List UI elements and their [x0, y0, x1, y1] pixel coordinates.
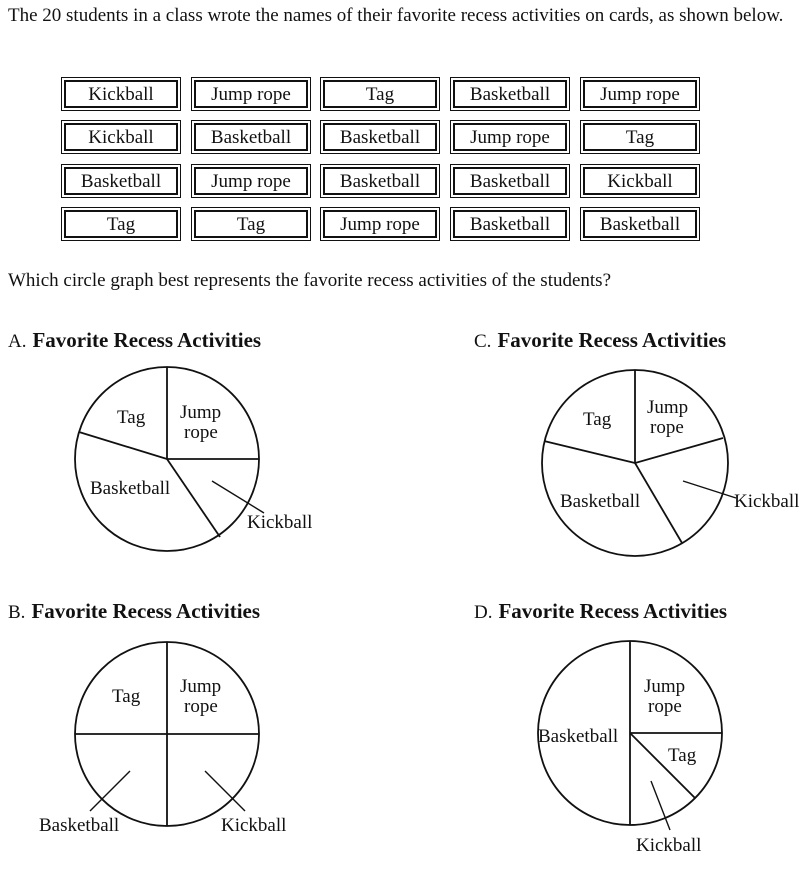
card: Kickball	[64, 80, 178, 108]
card: Tag	[323, 80, 437, 108]
card: Tag	[194, 210, 308, 238]
card: Basketball	[583, 210, 697, 238]
card: Kickball	[583, 167, 697, 195]
slice-label-rope: rope	[184, 696, 218, 717]
card: Tag	[583, 123, 697, 151]
slice-label-jump: Jump	[647, 397, 689, 418]
slice-label-kickball: Kickball	[636, 835, 702, 856]
card: Basketball	[323, 167, 437, 195]
card: Kickball	[64, 123, 178, 151]
option-c-pie-chart	[530, 355, 810, 565]
slice-label-basketball: Basketball	[560, 491, 641, 512]
slice-label-tag: Tag	[112, 686, 141, 707]
intro-text: The 20 students in a class wrote the names of their favorite recess activities on cards, as shown below.	[8, 5, 784, 26]
slice-label-jump: Jump	[644, 676, 686, 697]
slice-label-kickball: Kickball	[221, 815, 287, 836]
option-a-pie-chart	[60, 355, 340, 565]
option-c-letter: C.	[474, 331, 492, 352]
option-c-chart-title: Favorite Recess Activities	[497, 328, 727, 352]
option-d-letter: D.	[474, 602, 493, 623]
option-a-letter: A.	[8, 331, 27, 352]
slice-divider	[635, 438, 723, 463]
slice-label-basketball: Basketball	[90, 478, 171, 499]
slice-divider	[79, 432, 167, 459]
slice-label-jump: Jump	[180, 676, 222, 697]
slice-label-basketball: Basketball	[39, 815, 120, 836]
option-c-title	[474, 327, 726, 355]
card: Tag	[64, 210, 178, 238]
option-d-chart-title: Favorite Recess Activities	[498, 599, 728, 623]
leader-line	[683, 481, 736, 498]
leader-line	[212, 481, 264, 513]
slice-label-tag: Tag	[668, 745, 697, 766]
slice-label-kickball: Kickball	[247, 512, 313, 533]
card: Basketball	[453, 167, 567, 195]
card: Jump rope	[453, 123, 567, 151]
option-d-pie-chart	[530, 630, 810, 870]
slice-divider	[167, 459, 220, 537]
option-d-title	[474, 598, 727, 626]
slice-divider	[544, 441, 635, 463]
card: Jump rope	[194, 80, 308, 108]
question-text: Which circle graph best represents the favorite recess activities of the students?	[8, 270, 612, 291]
option-b-title	[8, 598, 260, 626]
option-b-pie-chart	[30, 630, 320, 845]
slice-label-tag: Tag	[583, 409, 612, 430]
option-b-chart-title: Favorite Recess Activities	[31, 599, 261, 623]
leader-line	[90, 771, 130, 811]
option-a-title	[8, 327, 261, 355]
slice-label-tag: Tag	[117, 407, 146, 428]
slice-label-jump: Jump	[180, 402, 222, 423]
card: Basketball	[194, 123, 308, 151]
slice-label-rope: rope	[184, 422, 218, 443]
slice-label-rope: rope	[648, 696, 682, 717]
slice-label-rope: rope	[650, 417, 684, 438]
card: Basketball	[323, 123, 437, 151]
card: Jump rope	[323, 210, 437, 238]
slice-divider	[635, 463, 682, 543]
card: Basketball	[453, 210, 567, 238]
slice-label-kickball: Kickball	[734, 491, 800, 512]
card: Jump rope	[583, 80, 697, 108]
option-a-chart-title: Favorite Recess Activities	[32, 328, 262, 352]
slice-label-basketball: Basketball	[538, 726, 619, 747]
card: Basketball	[64, 167, 178, 195]
card: Basketball	[453, 80, 567, 108]
option-b-letter: B.	[8, 602, 26, 623]
card: Jump rope	[194, 167, 308, 195]
